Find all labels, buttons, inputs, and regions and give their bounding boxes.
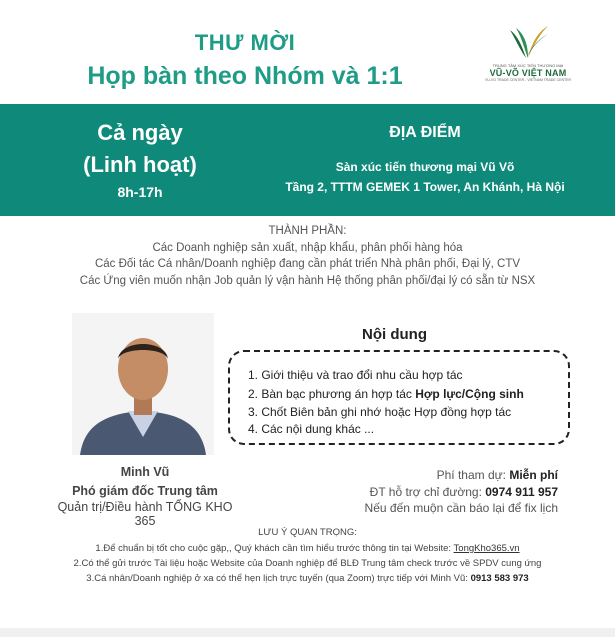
content-item-3: 3. Chốt Biên bản ghi nhớ hoặc Hợp đồng hợp tác — [248, 405, 512, 419]
content-item-2-highlight: Hợp lực/Cộng sinh — [415, 387, 524, 401]
content-item-1: 1. Giới thiệu và trao đổi nhu cầu hợp tác — [248, 368, 463, 382]
person-organization: Quản trị/Điều hành TỔNG KHO 365 — [57, 500, 233, 528]
content-item-4: 4. Các nội dung khác ... — [248, 422, 375, 436]
person-name: Minh Vũ — [120, 465, 170, 479]
content-box — [228, 350, 570, 445]
note-3-phone: 0913 583 973 — [470, 573, 529, 584]
content-title: Nội dung — [362, 326, 427, 343]
location-line-1: Sàn xúc tiến thương mại Vũ Võ — [335, 160, 515, 174]
late-note: Nếu đến muộn cần báo lại để fix lịch — [364, 501, 558, 515]
logo-line-2: VŨ-VÕ VIỆT NAM — [489, 68, 567, 78]
participants-line-3: Các Ứng viên muốn nhận Job quản lý vận hành Hệ thống phân phối/đại lý có sẵn từ NSX — [79, 275, 536, 287]
support-phone-info — [370, 485, 558, 499]
time-hours: 8h-17h — [117, 184, 163, 200]
note-1-text: 1.Để chuẩn bị tốt cho cuộc gặp,, Quý khách cần tìm hiểu trước thông tin tại Website: — [95, 543, 454, 554]
note-3 — [0, 573, 615, 584]
event-info-band — [0, 104, 615, 216]
location-line-2: Tầng 2, TTTM GEMEK 1 Tower, An Khánh, Hà Nội — [285, 180, 565, 194]
time-all-day: Cả ngày — [97, 120, 183, 145]
location-title: ĐỊA ĐIỂM — [389, 124, 461, 141]
note-2: 2.Có thể gửi trước Tài liệu hoặc Website của Doanh nghiệp để BLĐ Trung tâm check trước về SPDV cung ứng — [73, 558, 542, 569]
content-item-2-text: 2. Bàn bạc phương án hợp tác — [248, 387, 416, 401]
participants-title: THÀNH PHẦN: — [268, 225, 347, 237]
person-photo — [72, 313, 214, 455]
website-link[interactable]: TongKho365.vn — [453, 543, 520, 554]
note-3-text: 3.Cá nhân/Doanh nghiệp ở xa có thể hẹn lịch trực tuyến (qua Zoom) trực tiếp với Minh Vũ: — [86, 573, 471, 584]
logo-leaf-icon — [506, 24, 550, 62]
bottom-strip — [0, 628, 615, 637]
time-flexible: (Linh hoạt) — [83, 152, 197, 177]
support-phone-label: ĐT hỗ trợ chỉ đường: — [369, 485, 486, 499]
fee-label: Phí tham dự: — [436, 468, 510, 482]
person-role: Phó giám đốc Trung tâm — [72, 484, 218, 498]
logo-line-1: TRUNG TÂM XÚC TIẾN THƯƠNG MẠI — [492, 63, 564, 68]
notes-title: LƯU Ý QUAN TRỌNG: — [258, 527, 357, 538]
invitation-title: THƯ MỜI — [194, 30, 296, 55]
center-logo — [468, 24, 588, 94]
support-phone-value: 0974 911 957 — [485, 485, 558, 499]
note-1 — [0, 543, 615, 554]
participants-line-2: Các Đối tác Cá nhân/Doanh nghiệp đang cần phát triển Nhà phân phối, Đại lý, CTV — [94, 258, 521, 270]
logo-line-3: VU-VO TRADE CENTER - VIETNAM TRADE CENTER — [484, 78, 572, 82]
fee-value: Miễn phí — [509, 468, 558, 482]
invitation-subtitle: Họp bàn theo Nhóm và 1:1 — [87, 62, 403, 90]
fee-info — [437, 468, 558, 482]
participants-line-1: Các Doanh nghiệp sản xuất, nhập khẩu, phân phối hàng hóa — [152, 242, 463, 254]
content-item-2 — [248, 387, 524, 401]
